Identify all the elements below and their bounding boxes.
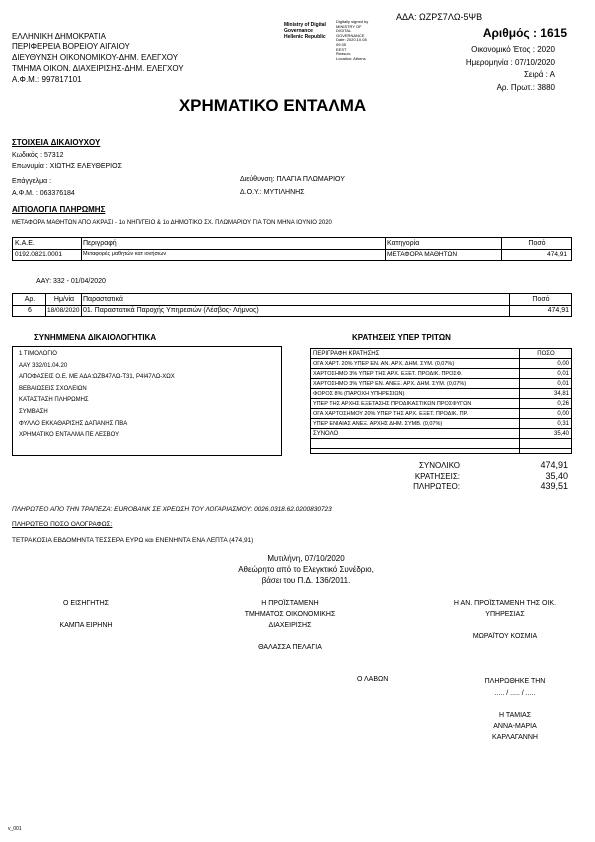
doc-number: 6	[28, 307, 32, 314]
withholding-total: 35,40	[553, 431, 569, 437]
withholding-description: ΟΓΑ ΧΑΡΤΟΣΗΜΟΥ 20% ΥΠΕΡ ΤΗΣ ΑΡΧ. ΕΞΕΤ. ΠΡΟΔΙΚ. ΠΡ.	[313, 411, 469, 417]
total-withholdings-value: 35,40	[545, 470, 568, 481]
justification-heading: ΑΙΤΙΟΛΟΓΙΑ ΠΛΗΡΩΜΗΣ	[12, 205, 106, 214]
withholding-description: ΥΠΕΡ ΕΝΙΑΙΑΣ ΑΝΕΞ. ΑΡΧΗΣ ΔΗΜ. ΣΥΜΒ. (0,07%)	[313, 421, 443, 427]
total-gross-label: ΣΥΝΟΛΙΚΟ	[418, 461, 460, 470]
withholding-description: ΧΑΡΤΟΣΗΜΟ 3% ΥΠΕΡ ΕΝ. ΑΝΕΞ. ΑΡΧ. ΔΗΜ. ΣΥΜ. (0,07%)	[313, 381, 467, 387]
documents-table	[12, 293, 572, 317]
kae-header-code: Κ.Α.Ε.	[15, 240, 35, 247]
series: Σειρά : Α	[523, 70, 555, 79]
signature-head-of-service: Η ΑΝ. ΠΡΟΪΣΤΑΜΕΝΗ ΤΗΣ ΟΙΚ. ΥΠΗΡΕΣΙΑΣ ΜΩΡΑΪΤΟΥ ΚΟΣΜΙΑ	[430, 598, 580, 642]
place-date	[196, 553, 416, 586]
total-payable-label: ΠΛΗΡΩΤΕΟ:	[413, 482, 460, 491]
payment-bank: ΠΛΗΡΩΤΕΟ ΑΠΟ ΤΗΝ ΤΡΑΠΕΖΑ: EUROBANK ΣΕ ΧΡΕΩΣΗ ΤΟΥ ΛΟΓΑΡΙΑΣΜΟΥ: 0026.0318.62.0200830723	[12, 506, 332, 513]
document-date: Ημερομηνία : 07/10/2020	[465, 57, 555, 67]
document-meta	[466, 44, 555, 94]
kae-amount: 474,91	[547, 251, 567, 258]
attachments-list	[19, 349, 175, 442]
stamp-ministry: Ministry of Digital Governance Hellenic Republic	[284, 22, 326, 40]
withholding-amount: 0,26	[557, 401, 569, 407]
protocol-number: Αρ. Πρωτ.: 3880	[496, 82, 555, 92]
kae-header-category: Κατηγορία	[387, 240, 420, 247]
total-withholdings-label: ΚΡΑΤΗΣΕΙΣ:	[414, 471, 460, 481]
beneficiary-heading: ΣΤΟΙΧΕΙΑ ΔΙΚΑΙΟΥΧΟΥ	[12, 138, 101, 147]
withholding-amount: 0,31	[557, 421, 569, 427]
aay-reference: ΑΑΥ: 332 - 01/04/2020	[36, 278, 106, 285]
issuer-line: ΕΛΛΗΝΙΚΗ ΔΗΜΟΚΡΑΤΙΑ	[12, 32, 106, 41]
attachment-item: ΑΑΥ 332/01.04.20	[19, 362, 68, 369]
withholding-description: ΥΠΕΡ ΤΗΣ ΑΡΧΗΣ ΕΞΕΤΑΣΗΣ ΠΡΟΔΙΚΑΣΤΙΚΩΝ ΠΡΟΣΦΥΓΩΝ	[313, 401, 472, 407]
signature-rapporteur: Ο ΕΙΣΗΓΗΤΗΣ ΚΑΜΠΑ ΕΙΡΗΝΗ	[26, 598, 146, 631]
docs-header-documents: Παραστατικά	[83, 296, 123, 303]
signer-name: ΚΑΡΛΑΓΑΝΝΗ	[492, 734, 538, 741]
payment-words-label: ΠΛΗΡΩΤΕΟ ΠΟΣΟ ΟΛΟΓΡΑΦΩΣ:	[12, 521, 113, 528]
withholding-header-amount: ΠΟΣΟ	[537, 351, 555, 357]
form-version: v_001	[8, 826, 22, 832]
withholding-amount: 0,00	[557, 411, 569, 417]
docs-header-date: Ημ/νία	[53, 296, 75, 303]
withholding-amount: 34,81	[553, 391, 569, 397]
attachment-item: ΣΥΜΒΑΣΗ	[19, 408, 48, 415]
signature-cashier: Η ΤΑΜΙΑΣ ΑΝΝΑ-ΜΑΡΙΑ ΚΑΡΛΑΓΑΝΝΗ	[465, 710, 565, 743]
beneficiary-address: Διεύθυνση: ΠΛΑΓΙΑ ΠΛΩΜΑΡΙΟΥ	[240, 176, 345, 183]
withholding-amount: 0,01	[557, 371, 569, 377]
justification-text: ΜΕΤΑΦΟΡΑ ΜΑΘΗΤΩΝ ΑΠΟ ΑΚΡΑΣΙ - 1ο ΝΗΠ/ΓΕΙΟ & 1ο ΔΗΜΟΤΙΚΟ ΣΧ. ΠΛΩΜΑΡΙΟΥ ΓΙΑ ΤΟΝ ΜΗΝΑ ΙΟΥΝΙΟ 2020	[12, 220, 332, 226]
docs-header-amount: Ποσό	[532, 296, 550, 303]
attachment-item: ΦΥΛΛΟ ΕΚΚΑΘΑΡΙΣΗΣ ΔΑΠΑΝΗΣ ΠΒΑ	[19, 420, 128, 427]
kae-header-description: Περιγραφή	[83, 240, 117, 247]
doc-description: 01. Παραστατικά Παροχής Υπηρεσιών (Λέσβος- Λήμνος)	[83, 307, 259, 314]
issuer-line: ΔΙΕΥΘΥΝΣΗ ΟΙΚΟΝΟΜΙΚΟΥ-ΔΗΜ. ΕΛΕΓΧΟΥ	[12, 53, 179, 62]
withholding-header-description: ΠΕΡΙΓΡΑΦΗ ΚΡΑΤΗΣΗΣ	[313, 351, 380, 357]
attachment-item: 1 ΤΙΜΟΛΟΓΙΟ	[19, 351, 57, 357]
signer-name: ΜΩΡΑΪΤΟΥ ΚΟΣΜΙΑ	[472, 633, 538, 640]
attachment-item: ΒΕΒΑΙΩΣΕΙΣ ΣΧΟΛΕΙΩΝ	[19, 385, 87, 392]
place-date-line: Μυτιλήνη, 07/10/2020	[267, 554, 345, 563]
withholding-amount: 0,01	[557, 381, 569, 387]
payment-words: ΤΕΤΡΑΚΟΣΙΑ ΕΒΔΟΜΗΝΤΑ ΤΕΣΣΕΡΑ ΕΥΡΩ και ΕΝΕΝΗΝΤΑ ΕΝΑ ΛΕΠΤΑ (474,91)	[12, 537, 254, 544]
withholding-description: ΦΟΡΟΣ 8% (ΠΑΡΟΧΗ ΥΠΗΡΕΣΙΩΝ)	[313, 391, 405, 397]
attachments-heading: ΣΥΝΗΜΜΕΝΑ ΔΙΚΑΙΟΛΟΓΗΤΙΚΑ	[34, 333, 157, 342]
kae-header-amount: Ποσό	[528, 240, 546, 247]
stamp-details: Digitally signed by MINISTRY OF DIGITAL GOVERNANCE Date: 2020.10.08 09:35 EEST Reason: Location: Athens	[336, 19, 369, 61]
page-title: ΧΡΗΜΑΤΙΚΟ ΕΝΤΑΛΜΑ	[178, 96, 367, 115]
beneficiary-name: Επωνυμία : ΧΙΩΤΗΣ ΕΛΕΥΘΕΡΙΟΣ	[12, 163, 122, 170]
kae-table	[12, 237, 572, 261]
kae-code: 0192.0821.0001	[15, 251, 62, 258]
paid-on: ΠΛΗΡΩΘΗΚΕ ΤΗΝ ..... / ..... / .....	[484, 678, 546, 697]
attachment-item: ΚΑΤΑΣΤΑΣΗ ΠΛΗΡΩΜΗΣ	[19, 397, 89, 404]
withholdings-heading: ΚΡΑΤΗΣΕΙΣ ΥΠΕΡ ΤΡΙΤΩΝ	[352, 333, 451, 342]
withholding-amount: 0,00	[557, 361, 569, 367]
doc-date: 18/08/2020	[47, 307, 80, 314]
document-number: Αριθμός : 1615	[482, 26, 567, 40]
issuer-afm: Α.Φ.Μ.: 997817101	[12, 75, 82, 84]
withholding-description: ΟΓΑ ΧΑΡΤ. 20% ΥΠΕΡ ΕΝ. ΑΝ. ΑΡΧ. ΔΗΜ. ΣΥΜ. (0,07%)	[313, 361, 455, 367]
receiver-label: Ο ΛΑΒΩΝ	[357, 676, 389, 683]
issuer-line: ΤΜΗΜΑ ΟΙΚΟΝ. ΔΙΑΧΕΙΡΙΣΗΣ-ΔΗΜ. ΕΛΕΓΧΟΥ	[12, 64, 184, 73]
kae-category: ΜΕΤΑΦΟΡΑ ΜΑΘΗΤΩΝ	[387, 251, 458, 258]
attachments-box	[12, 346, 282, 456]
kae-description: Μεταφορές μαθητών κατ ιονήσιων	[83, 251, 167, 257]
withholding-description: ΧΑΡΤΟΣΗΜΟ 3% ΥΠΕΡ ΤΗΣ ΑΡΧ. ΕΞΕΤ. ΠΡΟΔΙΚ. ΠΡΟΣΦ.	[313, 371, 463, 377]
signature-head-of-department: Η ΠΡΟΪΣΤΑΜΕΝΗ ΤΜΗΜΑΤΟΣ ΟΙΚΟΝΟΜΙΚΗΣ ΔΙΑΧΕΙΡΙΣΗΣ ΘΑΛΑΣΣΑ ΠΕΛΑΓΙΑ	[215, 598, 365, 653]
doc-amount: 474,91	[547, 307, 569, 314]
audit-note: Αθεώρητο από το Ελεγκτικό Συνέδριο,	[238, 565, 374, 574]
fiscal-year: Οικονομικό Έτος : 2020	[471, 45, 555, 54]
totals-labels	[380, 461, 460, 493]
docs-header-number: Αρ.	[24, 296, 36, 303]
withholding-total-label: ΣΥΝΟΛΟ	[313, 431, 339, 437]
attachment-item: ΑΠΟΦΑΣΕΙΣ Ο.Ε. ΜΕ ΑΔΑ:ΩΖΒ47ΛΩ-Τ31, Ρ4Ι47ΛΩ-ΧΩΧ	[19, 374, 175, 381]
beneficiary-doy: Δ.Ο.Υ.: ΜΥΤΙΛΗΝΗΣ	[240, 189, 305, 196]
withholdings-table	[310, 348, 572, 454]
beneficiary-profession: Επάγγελμα :	[12, 178, 52, 185]
issuer-line: ΠΕΡΙΦΕΡΕΙΑ ΒΟΡΕΙΟΥ ΑΙΓΑΙΟΥ	[12, 42, 130, 51]
total-payable-value: 439,51	[540, 481, 568, 491]
beneficiary-afm: Α.Φ.Μ. : 063376184	[12, 190, 75, 197]
total-gross-value: 474,91	[540, 460, 568, 470]
signer-name: ΚΑΜΠΑ ΕΙΡΗΝΗ	[59, 622, 113, 629]
legal-basis: βάσει του Π.Δ. 136/2011.	[261, 576, 351, 585]
totals-values	[500, 460, 568, 492]
signer-name: ΑΝΝΑ-ΜΑΡΙΑ	[493, 723, 537, 730]
beneficiary-code: Κωδικός : 57312	[12, 152, 64, 159]
ada-code: ΑΔΑ: ΩΖΡΣ7ΛΩ-5ΨΒ	[396, 12, 483, 22]
signer-name: ΘΑΛΑΣΣΑ ΠΕΛΑΓΙΑ	[258, 644, 322, 651]
attachment-item: ΧΡΗΜΑΤΙΚΟ ΕΝΤΑΛΜΑ ΠΕ ΛΕΣΒΟΥ	[19, 432, 120, 439]
